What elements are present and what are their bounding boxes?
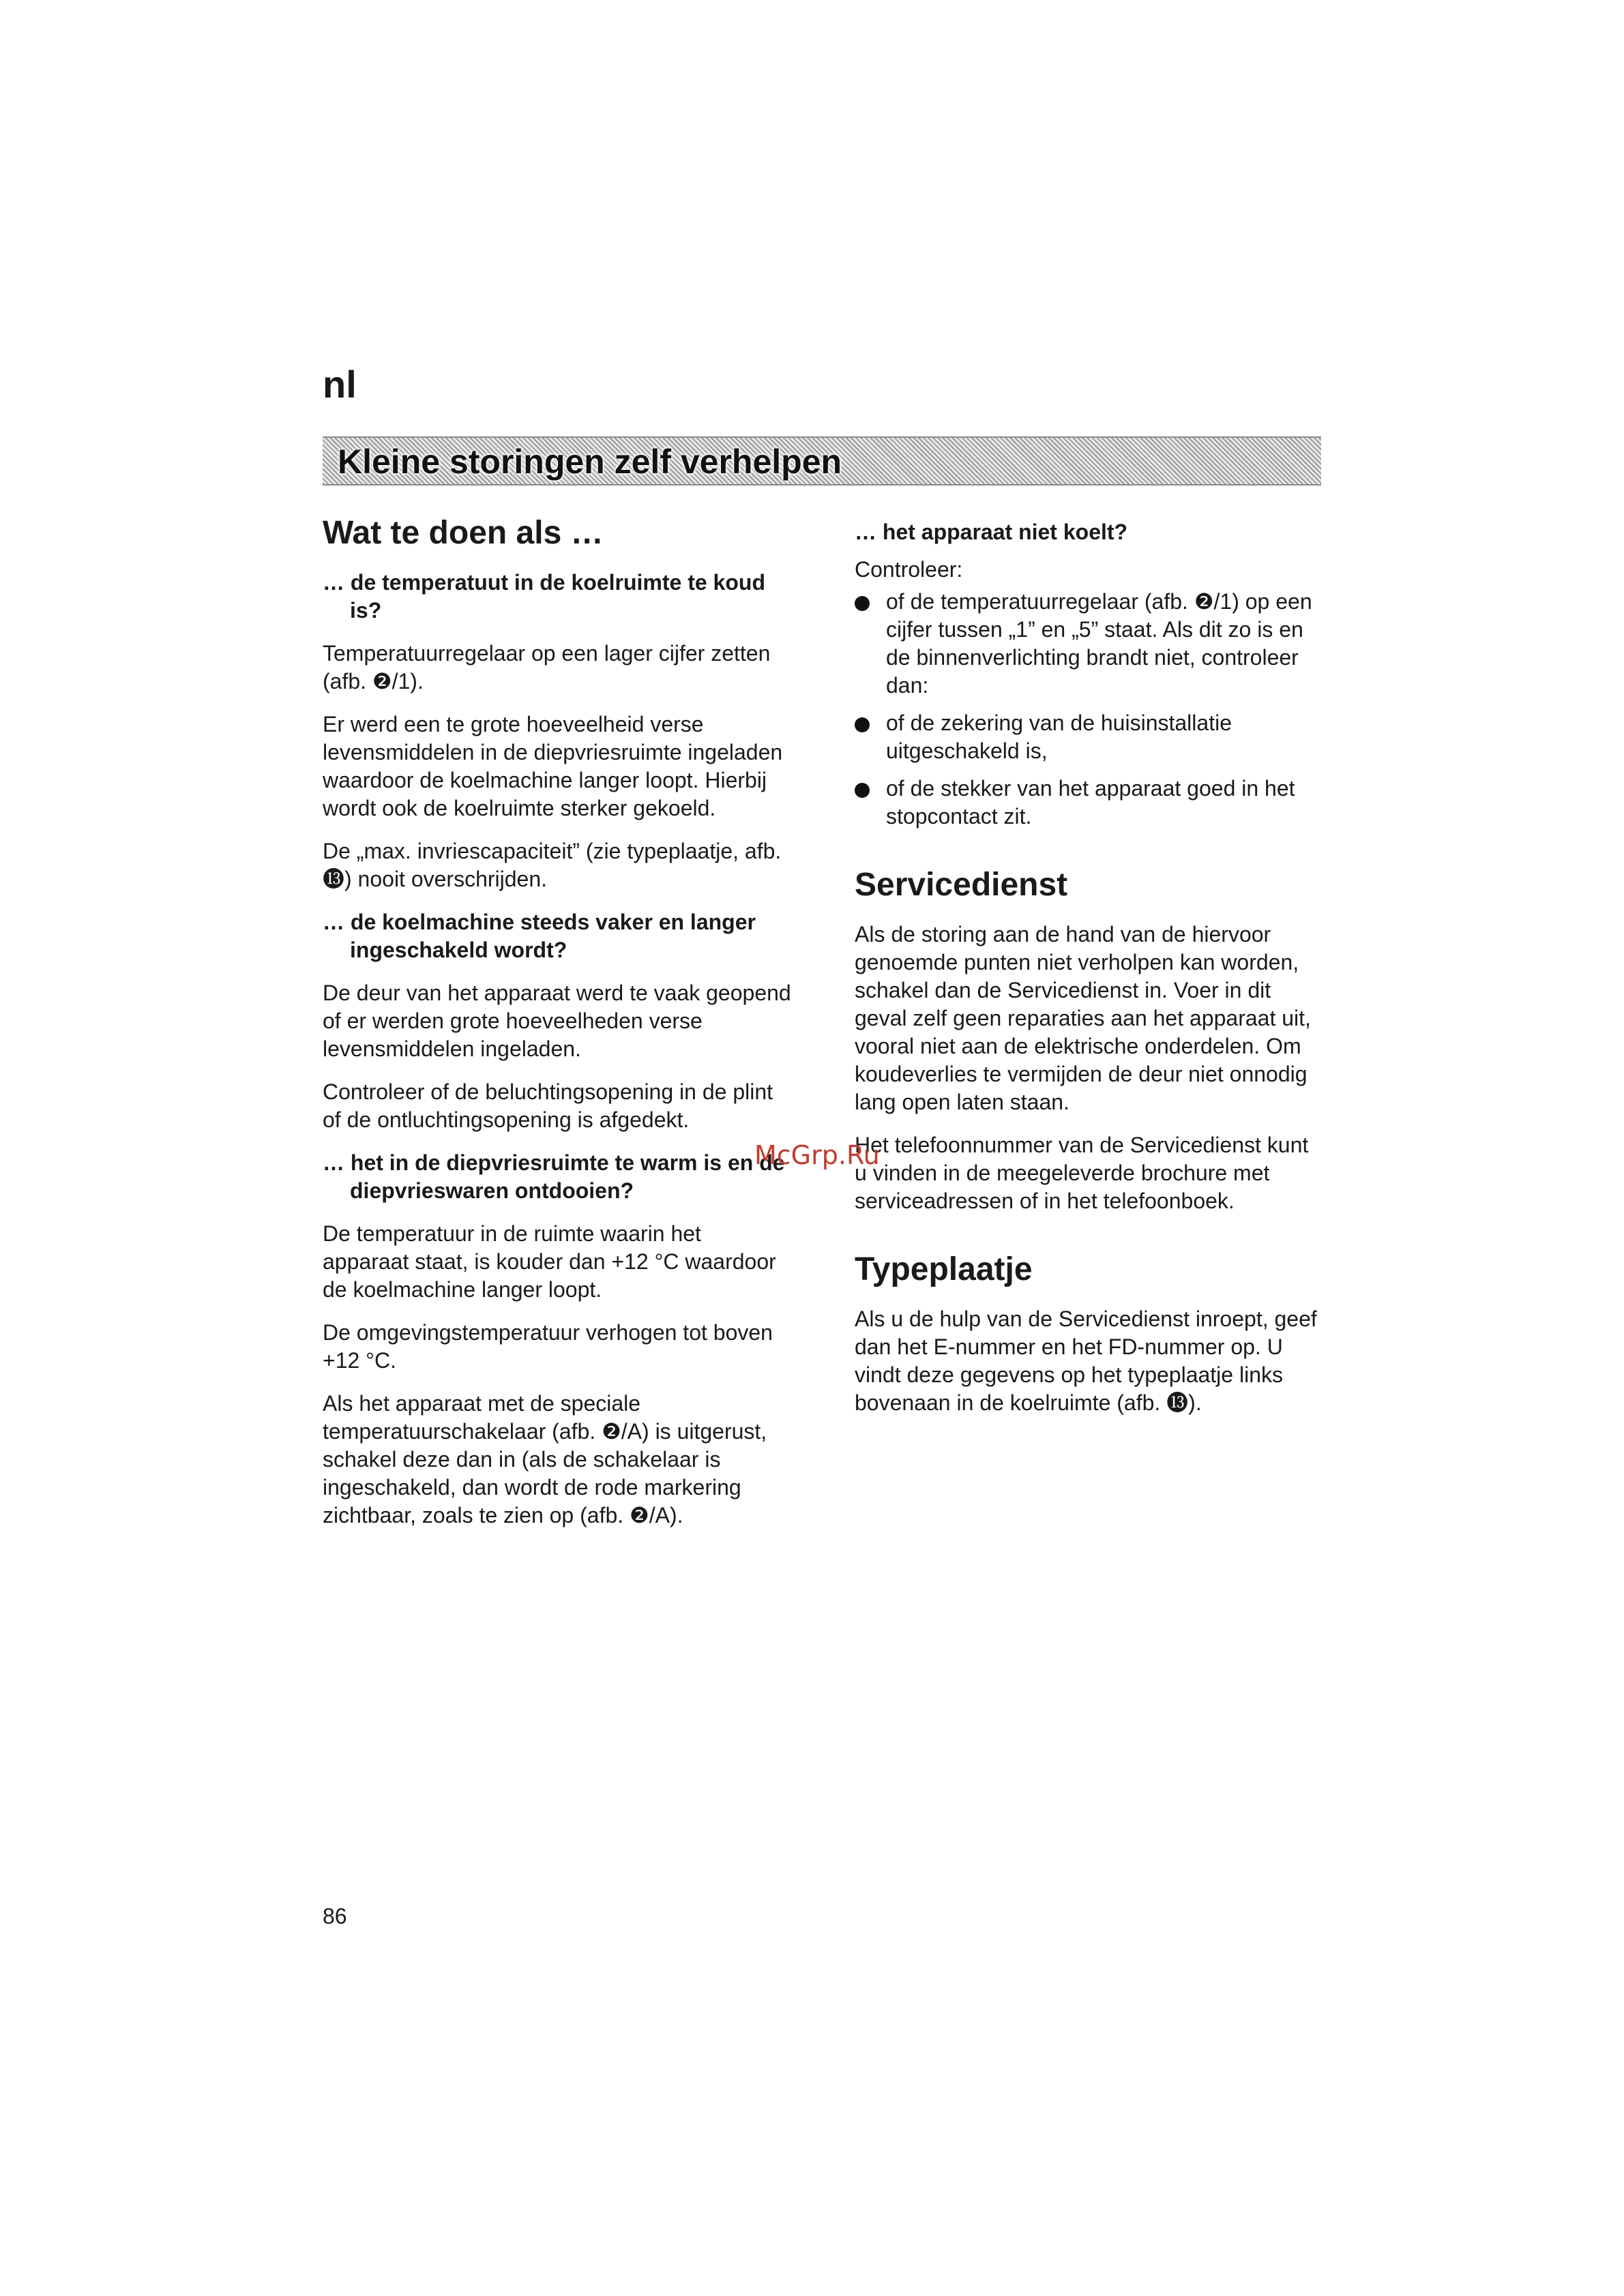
question-not-cooling: … het apparaat niet koelt? xyxy=(855,520,1128,544)
paragraph: Als u de hulp van de Servicedienst inroept, geef dan het E-nummer en het FD-nummer op. U vindt deze gegevens op het typeplaatje links bovenaan in de koelruimte (afb. ⓭). xyxy=(855,1307,1317,1415)
list-item: of de stekker van het apparaat goed in het stopcontact zit. xyxy=(855,775,1325,831)
banner-title: Kleine storingen zelf verhelpen xyxy=(338,443,842,481)
paragraph: Temperatuurregelaar op een lager cijfer zetten (afb. ❷/1). xyxy=(323,641,771,694)
paragraph: Als de storing aan de hand van de hiervoor genoemde punten niet verholpen kan worden, schakel dan de Servicedienst in. Voer in dit geval zelf geen reparaties aan het apparaat uit, vooral niet aan de elektrische onderdelen. Om koudeverlies te vermijden de deur niet onnodig lang open laten staan. xyxy=(855,922,1311,1114)
paragraph: De temperatuur in de ruimte waarin het apparaat staat, is kouder dan +12 °C waardoor de koelmachine langer loopt. xyxy=(323,1221,776,1302)
question-runs-longer: … de koelmachine steeds vaker en langer ingeschakeld wordt? xyxy=(323,910,756,962)
list-item: of de zekering van de huisinstallatie uitgeschakeld is, xyxy=(855,709,1325,765)
section-banner xyxy=(323,436,1321,486)
left-column xyxy=(323,513,793,1545)
bullet-icon xyxy=(855,596,870,611)
heading-servicedienst: Servicedienst xyxy=(855,867,1068,903)
paragraph: De „max. invriescapaciteit” (zie typeplaatje, afb. ⓭) nooit overschrijden. xyxy=(323,839,782,891)
paragraph: Controleer: xyxy=(855,557,963,582)
heading-typeplaatje: Typeplaatje xyxy=(855,1251,1033,1287)
bullet-icon xyxy=(855,783,870,798)
paragraph: Controleer of de beluchtingsopening in de plint of de ontluchtingsopening is afgedekt. xyxy=(323,1079,773,1132)
page-number: 86 xyxy=(323,1904,347,1928)
question-too-cold: … de temperatuut in de koelruimte te koud is? xyxy=(323,570,765,623)
paragraph: Er werd een te grote hoeveelheid verse levensmiddelen in de diepvriesruimte ingeladen waardoor de koelmachine langer loopt. Hierbij wordt ook de koelruimte sterker gekoeld. xyxy=(323,712,783,820)
paragraph: De omgevingstemperatuur verhogen tot boven +12 °C. xyxy=(323,1320,773,1373)
question-freezer-too-warm: … het in de diepvriesruimte te warm is en de diepvrieswaren ontdooien? xyxy=(323,1150,785,1203)
right-column xyxy=(855,518,1325,1432)
paragraph: Het telefoonnummer van de Servicedienst kunt u vinden in de meegeleverde brochure met serviceadressen of in het telefoonboek. xyxy=(855,1133,1309,1213)
language-tag: nl xyxy=(323,363,357,406)
bullet-icon xyxy=(855,717,870,732)
paragraph: Als het apparaat met de speciale temperatuurschakelaar (afb. ❷/A) is uitgerust, schakel deze dan in (als de schakelaar is ingeschakeld, dan wordt de rode markering zichtbaar, zoals te zien op (afb. ❷/A). xyxy=(323,1391,767,1527)
paragraph: De deur van het apparaat werd te vaak geopend of er werden grote hoeveelheden verse levensmiddelen ingeladen. xyxy=(323,981,791,1061)
watermark: McGrp.Ru xyxy=(754,1140,880,1170)
list-item: of de temperatuurregelaar (afb. ❷/1) op een cijfer tussen „1” en „5” staat. Als dit zo is en de binnenverlichting brandt niet, controleer dan: xyxy=(855,588,1325,700)
check-list xyxy=(855,588,1325,831)
heading-wat-te-doen: Wat te doen als … xyxy=(323,515,604,551)
